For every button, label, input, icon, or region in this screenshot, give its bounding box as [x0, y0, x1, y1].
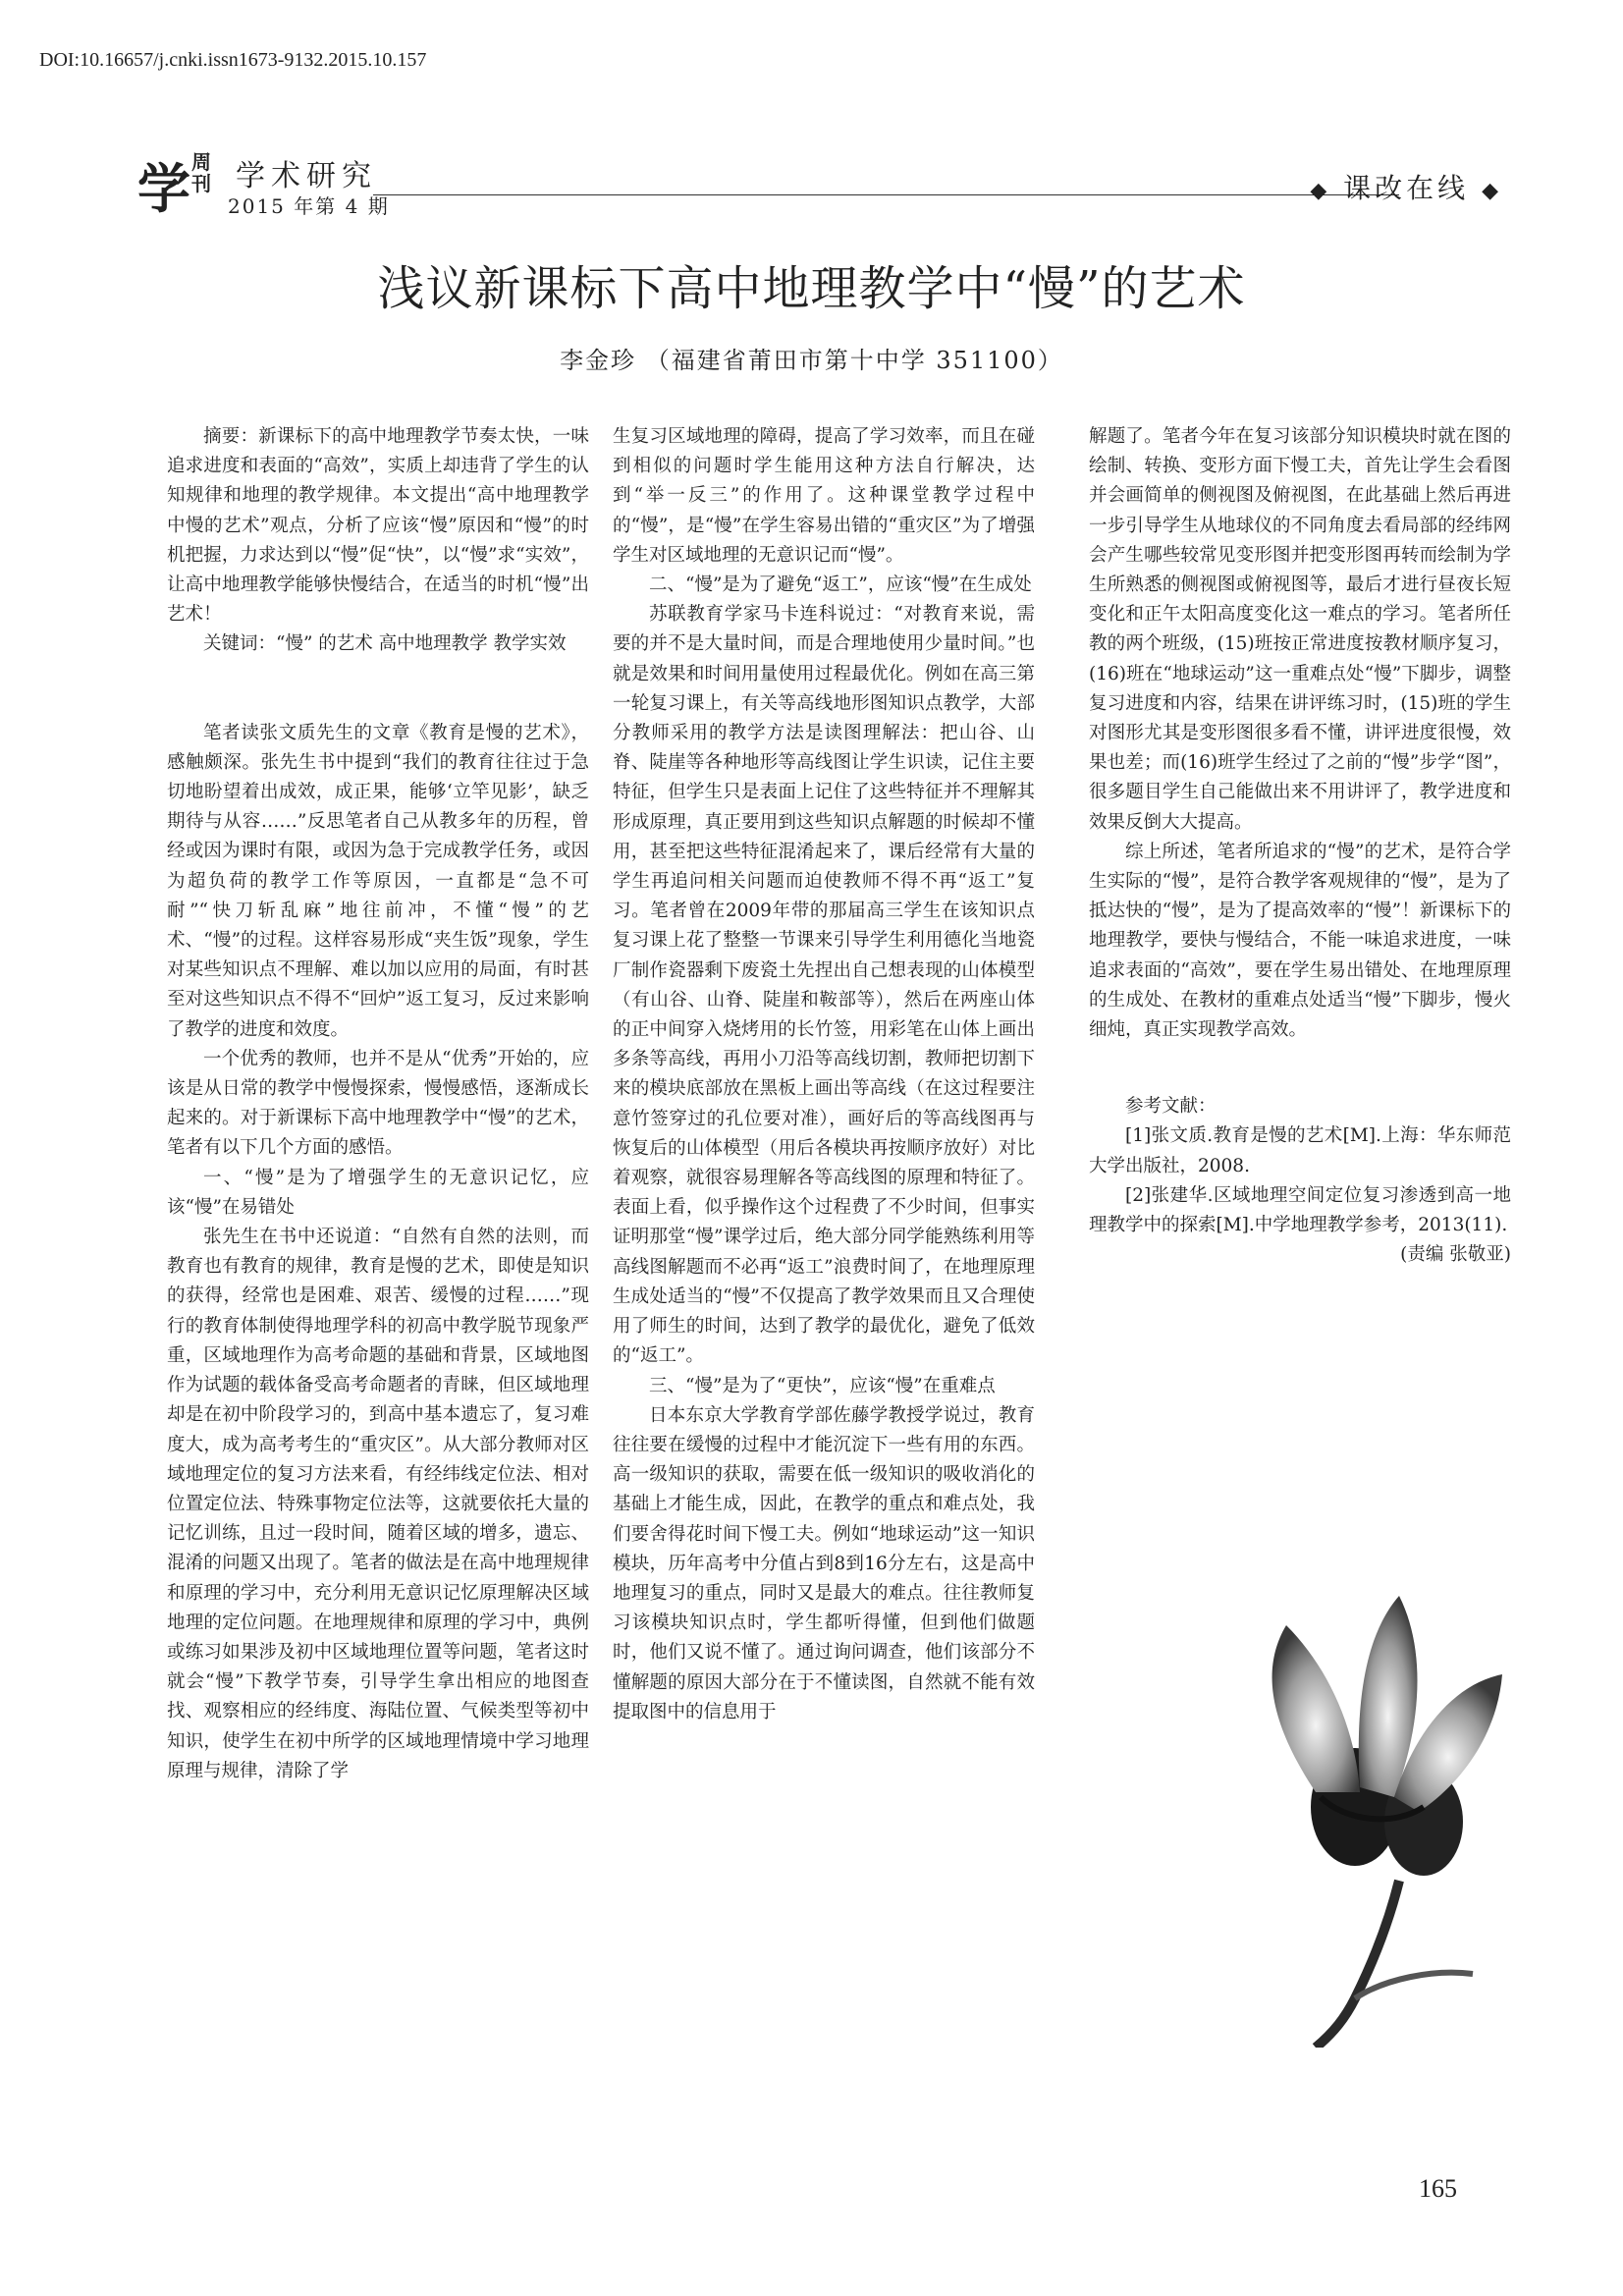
- section-tag-label: 课改在线: [1343, 172, 1470, 204]
- abstract: 摘要：新课标下的高中地理教学节奏太快，一味追求进度和表面的“高效”，实质上却违背了学生的认知规律和地理的教学规律。本文提出“高中地理教学中慢的艺术”观点，分析了应该“慢”原因和“慢”的时机把握，力求达到以“慢”促“快”，以“慢”求“实效”，让高中地理教学能够快慢结合，在适当的时机“慢”出艺术！: [167, 426, 589, 626]
- references-heading: 参考文献：: [1125, 1096, 1217, 1118]
- paragraph: 解题了。笔者今年在复习该部分知识模块时就在图的绘制、转换、变形方面下慢工夫，首先让学生会看图并会画简单的侧视图及俯视图，在此基础上然后再进一步引导学生从地球仪的不同角度去看局部的经纬网会产生哪些较常见变形图并把变形图再转而绘制为学生所熟悉的侧视图或俯视图等，最后才进行昼夜长短变化和正午太阳高度变化这一难点的学习。笔者所任教的两个班级，(15)班按正常进度按教材顺序复习，(16)班在“地球运动”这一重难点处“慢”下脚步，调整复习进度和内容，结果在讲评练习时，(15)班的学生对图形尤其是变形图很多看不懂，讲评进度很慢，效果也差；而(16)班学生经过了之前的“慢”步学“图”，很多题目学生自己能做出来不用讲评了，教学进度和效果反倒大大提高。: [1089, 426, 1511, 833]
- section-heading: 二、“慢”是为了避免“返工”，应该“慢”在生成处: [649, 574, 1032, 596]
- paragraph: 一个优秀的教师，也并不是从“优秀”开始的，应该是从日常的教学中慢慢探索，慢慢感悟，逐渐成长起来的。对于新课标下高中地理教学中“慢”的艺术，笔者有以下几个方面的感悟。: [167, 1048, 589, 1159]
- section-heading: 一、“慢”是为了增强学生的无意识记忆，应该“慢”在易错处: [167, 1167, 589, 1218]
- journal-section-name: 学术研究: [236, 159, 377, 193]
- paragraph: 日本东京大学教育学部佐藤学教授学说过，教育往往要在缓慢的过程中才能沉淀下一些有用的东西。高一级知识的获取，需要在低一级知识的吸收消化的基础上才能生成，因此，在教学的重点和难点处，我们要舍得花时间下慢工夫。例如“地球运动”这一知识模块，历年高考中分值占到8到16分左右，这是高中地理复习的重点，同时又是最大的难点。往往教师复习该模块知识点时，学生都听得懂，但到他们做题时，他们又说不懂了。通过询问调查，他们该部分不懂解题的原因大部分在于不懂读图，自然就不能有效提取图中的信息用于: [613, 1404, 1035, 1722]
- paragraph: 笔者读张文质先生的文章《教育是慢的艺术》，感触颇深。张先生书中提到“我们的教育往往过于急切地盼望着出成效，成正果，能够‘立竿见影’，缺乏期待与从容……”反思笔者自己从教多年的历程，曾经或因为课时有限，或因为急于完成教学任务，或因为超负荷的教学工作等原因，一直都是“急不可耐”“快刀斩乱麻”地往前冲，不懂“慢”的艺术、“慢”的过程。这样容易形成“夹生饭”现象，学生对某些知识点不理解、难以加以应用的局面，有时甚至对这些知识点不得不“回炉”返工复习，反过来影响了教学的进度和效度。: [167, 722, 589, 1040]
- reference-item: [2]张建华.区域地理空间定位复习渗透到高一地理教学中的探索[M].中学地理教学参考，2013(11).: [1089, 1184, 1511, 1236]
- journal-logo: 学: [137, 157, 187, 220]
- paragraph: 张先生在书中还说道：“自然有自然的法则，而教育也有教育的规律，教育是慢的艺术，即使是知识的获得，经常也是困难、艰苦、缓慢的过程……”现行的教育体制使得地理学科的初高中教学脱节现象严重，区域地理作为高考命题的基础和背景，区域地图作为试题的载体备受高考命题者的青睐，但区域地理却是在初中阶段学习的，到高中基本遗忘了，复习难度大，成为高考考生的“重灾区”。从大部分教师对区域地理定位的复习方法来看，有经纬线定位法、相对位置定位法、特殊事物定位法等，这就要依托大量的记忆训练，且过一段时间，随着区域的增多，遗忘、混淆的问题又出现了。笔者的做法是在高中地理规律和原理的学习中，充分利用无意识记忆原理解决区域地理的定位问题。在地理规律和原理的学习中，典例或练习如果涉及初中区域地理位置等问题，笔者这时就会“慢”下教学节奏，引导学生拿出相应的地图查找、观察相应的经纬度、海陆位置、气候类型等初中知识，使学生在初中所学的区域地理情境中学习地理原理与规律，清除了学: [167, 1227, 589, 1781]
- section-tag: [1310, 167, 1502, 206]
- magnolia-flower-photo: [1217, 1586, 1542, 2048]
- paragraph: 苏联教育学家马卡连科说过：“对教育来说，需要的并不是大量时间，而是合理地使用少量时间。”也就是效果和时间用量使用过程最优化。例如在高三第一轮复习课上，有关等高线地形图知识点教学，大部分教师采用的教学方法是读图理解法：把山谷、山脊、陡崖等各种地形等高线图让学生识读，记住主要特征，但学生只是表面上记住了这些特征并不理解其形成原理，真正要用到这些知识点解题的时候却不懂用，甚至把这些特征混淆起来了，课后经常有大量的学生再追问相关问题而迫使教师不得不再“返工”复习。笔者曾在2009年带的那届高三学生在该知识点复习课上花了整整一节课来引导学生利用德化当地瓷厂制作瓷器剩下废瓷土先捏出自己想表现的山体模型（有山谷、山脊、陡崖和鞍部等），然后在两座山体的正中间穿入烧烤用的长竹签，用彩笔在山体上画出多条等高线，再用小刀沿等高线切割，教师把切割下来的模块底部放在黑板上画出等高线（在这过程要注意竹签穿过的孔位要对准），画好后的等高线图再与恢复后的山体模型（用后各模块再按顺序放好）对比着观察，就很容易理解各等高线图的原理和特征了。表面上看，似乎操作这个过程费了不少时间，但事实证明那堂“慢”课学过后，绝大部分同学能熟练利用等高线图解题而不必再“返工”浪费时间了，在地理原理生成处适当的“慢”不仅提高了教学效果而且又合理使用了师生的时间，达到了教学的最优化，避免了低效的“返工”。: [613, 604, 1035, 1367]
- text-column-3: [1089, 422, 1511, 1270]
- journal-masthead: [137, 147, 1502, 226]
- editor-note: (责编 张敬亚): [1400, 1244, 1511, 1266]
- masthead-rule: [373, 194, 1399, 195]
- doi-line: DOI:10.16657/j.cnki.issn1673-9132.2015.10.157: [39, 49, 427, 71]
- diamond-icon: ◆: [1482, 179, 1502, 203]
- journal-issue: 2015 年第 4 期: [228, 194, 390, 218]
- author-affiliation: 李金珍 （福建省莆田市第十中学 351100）: [560, 347, 1063, 374]
- text-column-1: [167, 422, 589, 1786]
- text-column-2: [613, 422, 1035, 1727]
- paragraph: 生复习区域地理的障碍，提高了学习效率，而且在碰到相似的问题时学生能用这种方法自行解决，达到“举一反三”的作用了。这种课堂教学过程中的“慢”，是“慢”在学生容易出错的“重灾区”为了增强学生对区域地理的无意识记而“慢”。: [613, 426, 1035, 566]
- reference-item: [1]张文质.教育是慢的艺术[M].上海：华东师范大学出版社，2008.: [1089, 1125, 1511, 1176]
- diamond-icon: ◆: [1310, 179, 1331, 203]
- section-heading: 三、“慢”是为了“更快”，应该“慢”在重难点: [649, 1375, 996, 1396]
- page-number: 165: [1419, 2174, 1457, 2203]
- journal-logo-small: 周刊: [191, 150, 211, 195]
- keywords: 关键词：“慢” 的艺术 高中地理教学 教学实效: [203, 633, 567, 655]
- article-title: 浅议新课标下高中地理教学中“慢”的艺术: [377, 261, 1246, 316]
- paragraph: 综上所述，笔者所追求的“慢”的艺术，是符合学生实际的“慢”，是符合教学客观规律的“慢”，是为了抵达快的“慢”，是为了提高效率的“慢”！新课标下的地理教学，要快与慢结合，不能一味追求进度，一味追求表面的“高效”，要在学生易出错处、在地理原理的生成处、在教材的重难点处适当“慢”下脚步，慢火细炖，真正实现教学高效。: [1089, 841, 1511, 1041]
